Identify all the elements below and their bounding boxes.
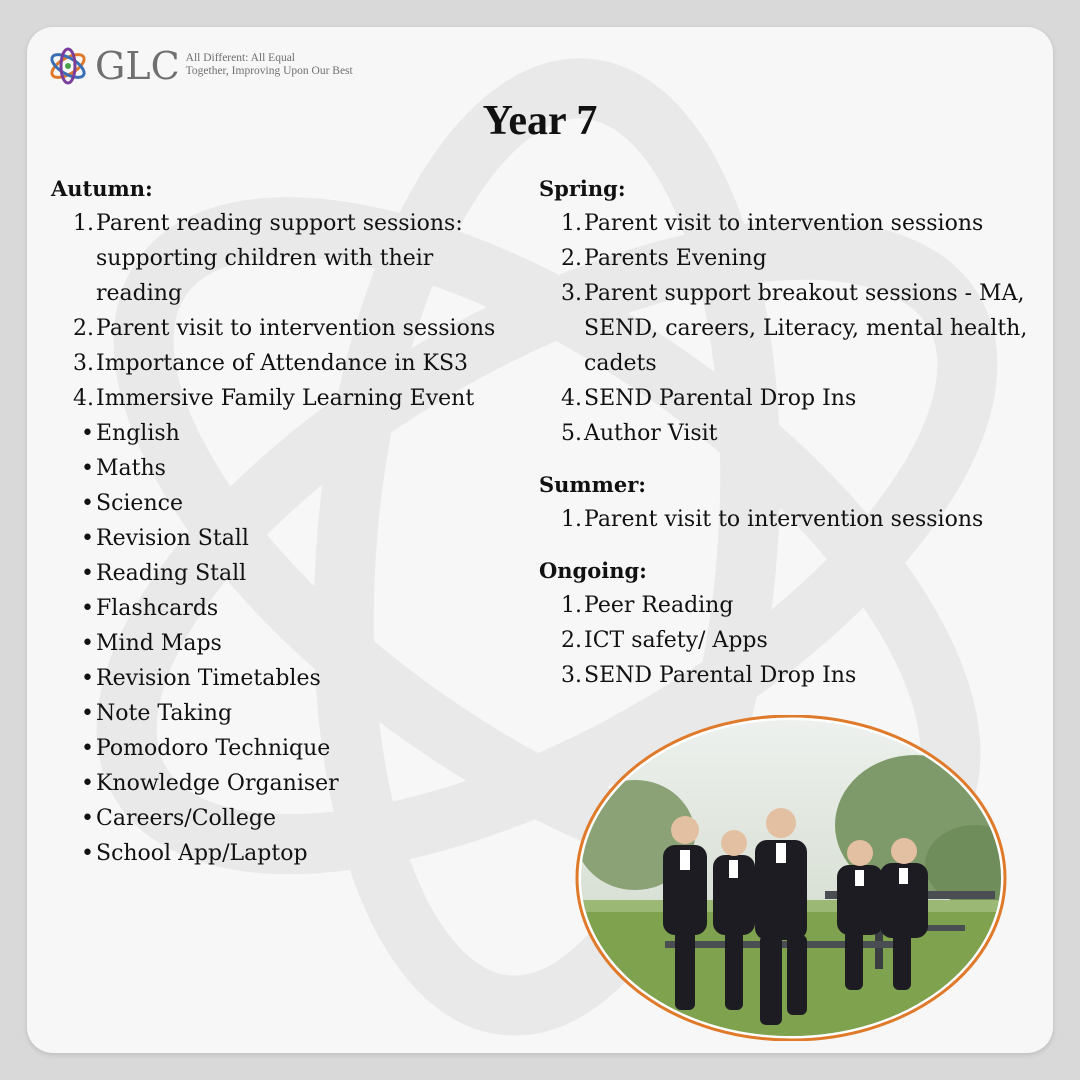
bullet-icon: • xyxy=(81,456,94,481)
list-item xyxy=(51,801,521,836)
bullet-icon: • xyxy=(81,666,94,691)
list-item xyxy=(51,626,521,661)
bullet-icon: • xyxy=(81,701,94,726)
item-number xyxy=(51,276,96,311)
list-item xyxy=(51,486,521,521)
list-item-text: ICT safety/ Apps xyxy=(584,628,768,653)
list-item-text: Reading Stall xyxy=(96,561,247,586)
list-item-text: Revision Stall xyxy=(96,526,249,551)
item-number: 1. xyxy=(73,211,94,236)
list-item-text: Importance of Attendance in KS3 xyxy=(96,351,469,376)
autumn-bullet-list xyxy=(51,416,521,871)
list-item xyxy=(51,311,521,346)
bullet-icon: • xyxy=(81,596,94,621)
spring-section xyxy=(539,171,1039,451)
list-item-text: Note Taking xyxy=(96,701,233,726)
autumn-heading: Autumn: xyxy=(51,176,153,201)
bullet-icon: • xyxy=(81,421,94,446)
list-item-text: SEND Parental Drop Ins xyxy=(584,663,857,688)
list-item-text: supporting children with their xyxy=(96,246,434,271)
summer-heading: Summer: xyxy=(539,472,647,497)
item-number xyxy=(51,241,96,276)
list-item xyxy=(51,696,521,731)
list-item-text: Parent reading support sessions: xyxy=(96,211,463,236)
list-item-text: Knowledge Organiser xyxy=(96,771,339,796)
list-item xyxy=(51,766,521,801)
list-item-text: Careers/College xyxy=(96,806,276,831)
spring-heading: Spring: xyxy=(539,176,626,201)
autumn-numbered-list xyxy=(51,206,521,416)
list-item xyxy=(539,658,1039,693)
glc-logo-icon xyxy=(45,43,91,89)
list-item xyxy=(51,451,521,486)
bullet-icon: • xyxy=(81,491,94,516)
bullet-icon: • xyxy=(81,736,94,761)
list-item-text: Parents Evening xyxy=(584,246,767,271)
item-number: 3. xyxy=(561,281,582,306)
ongoing-heading: Ongoing: xyxy=(539,558,647,583)
bullet-icon: • xyxy=(81,631,94,656)
list-item-text: SEND Parental Drop Ins xyxy=(584,386,857,411)
list-item-text: Mind Maps xyxy=(96,631,222,656)
list-item-text: cadets xyxy=(584,351,657,376)
list-item xyxy=(539,381,1039,416)
list-item-text: Pomodoro Technique xyxy=(96,736,331,761)
list-item xyxy=(539,311,1039,346)
list-item-text: Flashcards xyxy=(96,596,219,621)
list-item-text: Maths xyxy=(96,456,166,481)
list-item xyxy=(51,276,521,311)
list-item-text: Science xyxy=(96,491,183,516)
list-item-text: SEND, careers, Literacy, mental health, xyxy=(584,316,1028,341)
list-item xyxy=(51,206,521,241)
list-item xyxy=(539,206,1039,241)
bullet-icon: • xyxy=(81,841,94,866)
item-number: 1. xyxy=(561,593,582,618)
list-item xyxy=(539,502,1039,537)
ongoing-section xyxy=(539,553,1039,693)
page-title: Year 7 xyxy=(482,98,598,144)
logo-tagline-line1: All Different: All Equal xyxy=(185,52,296,64)
item-number: 3. xyxy=(73,351,94,376)
item-number: 4. xyxy=(73,386,94,411)
item-number: 2. xyxy=(73,316,94,341)
item-number xyxy=(539,346,584,381)
list-item-text: Parent support breakout sessions - MA, xyxy=(584,281,1025,306)
item-number: 3. xyxy=(561,663,582,688)
bullet-icon: • xyxy=(81,526,94,551)
list-item-text: Revision Timetables xyxy=(96,666,321,691)
list-item-text: reading xyxy=(96,281,183,306)
list-item xyxy=(539,241,1039,276)
ongoing-list xyxy=(539,588,1039,693)
list-item-text: Parent visit to intervention sessions xyxy=(584,507,984,532)
summer-list xyxy=(539,502,1039,537)
list-item xyxy=(51,381,521,416)
list-item xyxy=(51,836,521,871)
page-card xyxy=(27,27,1053,1053)
list-item xyxy=(51,241,521,276)
list-item-text: Author Visit xyxy=(584,421,718,446)
item-number xyxy=(539,311,584,346)
logo-name: GLC xyxy=(95,44,180,88)
list-item xyxy=(51,416,521,451)
list-item xyxy=(539,346,1039,381)
list-item-text: Peer Reading xyxy=(584,593,734,618)
logo-tagline-line2: Together, Improving Upon Our Best xyxy=(185,65,353,77)
spring-list xyxy=(539,206,1039,451)
item-number: 2. xyxy=(561,628,582,653)
item-number: 1. xyxy=(561,211,582,236)
list-item xyxy=(51,591,521,626)
bullet-icon: • xyxy=(81,771,94,796)
right-column xyxy=(539,171,1039,709)
list-item-text: School App/Laptop xyxy=(96,841,308,866)
list-item xyxy=(539,276,1039,311)
list-item xyxy=(51,556,521,591)
students-photo xyxy=(575,715,1007,1041)
list-item-text: Parent visit to intervention sessions xyxy=(584,211,984,236)
students-photo-image xyxy=(575,715,1007,1041)
item-number: 1. xyxy=(561,507,582,532)
item-number: 5. xyxy=(561,421,582,446)
item-number: 2. xyxy=(561,246,582,271)
list-item xyxy=(51,731,521,766)
item-number: 4. xyxy=(561,386,582,411)
list-item-text: Parent visit to intervention sessions xyxy=(96,316,496,341)
list-item-text: English xyxy=(96,421,180,446)
list-item xyxy=(51,521,521,556)
list-item xyxy=(539,416,1039,451)
list-item xyxy=(51,661,521,696)
bullet-icon: • xyxy=(81,561,94,586)
bullet-icon: • xyxy=(81,806,94,831)
list-item xyxy=(539,623,1039,658)
list-item xyxy=(51,346,521,381)
logo-tagline xyxy=(186,52,353,78)
list-item xyxy=(539,588,1039,623)
summer-section xyxy=(539,467,1039,537)
school-logo xyxy=(45,41,353,91)
list-item-text: Immersive Family Learning Event xyxy=(96,386,475,411)
autumn-column xyxy=(51,171,521,871)
